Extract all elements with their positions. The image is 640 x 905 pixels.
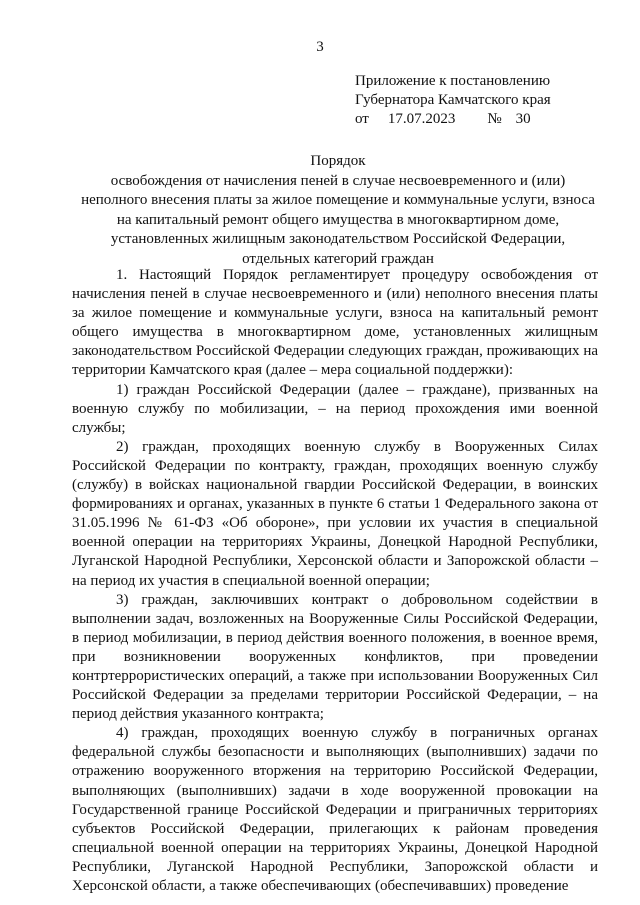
paragraph-item-4: 4) граждан, проходящих военную службу в пограничных органах федеральной службы безопасности и выполняющих (выполнивших) задачи по отражению вооруженного вторжения на территорию Российской Федерации, выполняющих (выполнивших) задачи в ходе вооруженной провокации на Государственной границе Российской Федерации и приграничных территориях субъектов Российской Федерации, прилегающих к районам проведения специальной военной операции на территориях Украины, Донецкой Народной Республики, Луганской Народной Республики, Запорожской области и Херсонской области, а также обеспечивающих (обеспечивавших) проведение [72,725,598,894]
page-number: 3 [316,39,324,55]
appendix-header [355,72,625,129]
appendix-line-2: Губернатора Камчатского края [355,92,551,108]
title-line: неполного внесения платы за жилое помещение и коммунальные услуги, взноса [81,192,595,208]
title-line: на капитальный ремонт общего имущества в многоквартирном доме, [116,211,560,228]
appendix-date-number-line [355,110,625,129]
paragraph-item-1: 1) граждан Российской Федерации (далее – граждане), призванных на военную службу по мобилизации, – на период прохождения ими военной службы; [72,381,598,436]
document-body [72,266,598,896]
title-line: освобождения от начисления пеней в случае несвоевременного и (или) [110,172,566,189]
paragraph-item-3: 3) граждан, заключивших контракт о добровольном содействии в выполнении задач, возложенных на Вооруженные Силы Российской Федерации, в период мобилизации, в период действия военного положения, в военное время, при возникновении вооруженных конфликтов, при проведении контртеррористических операций, а также при использовании Вооруженных Сил Российской Федерации за пределами территории Российской Федерации, – на период действия указанного контракта; [72,591,598,723]
appendix-line-1: Приложение к постановлению [355,73,551,89]
appendix-date: 17.07.2023 [387,111,456,127]
appendix-from-label: от [355,111,369,127]
appendix-number: 30 [515,111,531,127]
document-title [72,152,604,269]
title-heading: Порядок [310,153,366,169]
title-line: установленных жилищным законодательством Российской Федерации, [110,231,566,247]
paragraph-1: 1. Настоящий Порядок регламентирует процедуру освобождения от начисления пеней в случае несвоевременного и (или) неполного внесения платы за жилое помещение и коммунальные услуги, взноса на капитальный ремонт общего имущества в многоквартирном доме, установленных жилищным законодательством Российской Федерации следующих граждан, проживающих на территории Камчатского края (далее – мера социальной поддержки): [72,267,598,379]
title-line: отдельных категорий граждан [242,250,434,267]
paragraph-item-2: 2) граждан, проходящих военную службу в Вооруженных Силах Российской Федерации по контракту, граждан, проходящих военную службу (службу) в войсках национальной гвардии Российской Федерации, в воинских формированиях и органах, указанных в пункте 6 статьи 1 Федерального закона от 31.05.1996 № 61-ФЗ «Об обороне», при условии их участия в специальной военной операции на территориях Украины, Донецкой Народной Республики, Луганской Народной Республики, Херсонской области и Запорожской области – на период их участия в специальной военной операции; [72,438,598,589]
appendix-number-sign: № [487,111,502,127]
